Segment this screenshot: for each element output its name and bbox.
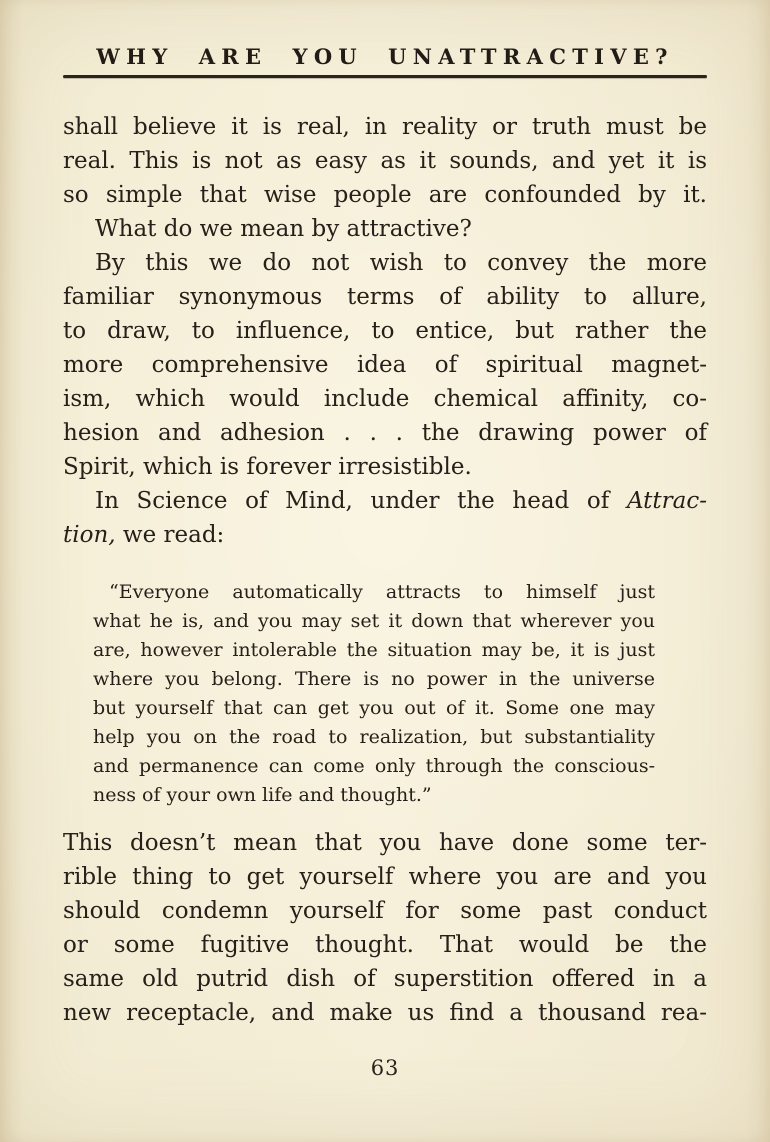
text-line: but yourself that can get you out of it. Some one may — [93, 697, 655, 719]
text-line: hesion and adhesion . . . the drawing power of — [63, 420, 707, 446]
text-line: rible thing to get yourself where you are and you — [63, 864, 707, 890]
paragraph — [63, 826, 707, 1030]
paragraph — [63, 484, 707, 552]
running-head-title: WHY ARE YOU UNATTRACTIVE? — [96, 44, 674, 69]
paragraph — [63, 212, 707, 246]
blockquote — [93, 578, 655, 810]
text-line: shall believe it is real, in reality or truth must be — [63, 114, 707, 140]
paragraph — [63, 110, 707, 212]
paragraph — [63, 246, 707, 484]
text-line: new receptacle, and make us find a thousand rea- — [63, 1000, 707, 1026]
text-line: help you on the road to realization, but substantiality — [93, 726, 655, 748]
text-line: where you belong. There is no power in the universe — [93, 668, 655, 690]
text-line: This doesn’t mean that you have done some ter- — [63, 830, 707, 856]
text-line: to draw, to influence, to entice, but rather the — [63, 318, 707, 344]
text-line: should condemn yourself for some past conduct — [63, 898, 707, 924]
text-line: familiar synonymous terms of ability to allure, — [63, 284, 707, 310]
header-rule — [63, 75, 707, 78]
text-line: or some fugitive thought. That would be the — [63, 932, 707, 958]
text-line: ism, which would include chemical affinity, co- — [63, 386, 707, 412]
text-line: “Everyone automatically attracts to himself just — [109, 581, 655, 603]
text-line: Spirit, which is forever irresistible. — [63, 454, 472, 480]
text-line: real. This is not as easy as it sounds, and yet it is — [63, 148, 707, 174]
text-line: same old putrid dish of superstition offered in a — [63, 966, 707, 992]
text-line: more comprehensive idea of spiritual magnet- — [63, 352, 707, 378]
text-line: what he is, and you may set it down that wherever you — [93, 610, 655, 632]
text-line: By this we do not wish to convey the more — [95, 250, 707, 276]
text-line: ness of your own life and thought.” — [93, 784, 432, 806]
text-line: are, however intolerable the situation may be, it is just — [93, 639, 655, 661]
body-text — [63, 110, 707, 1030]
text-line: What do we mean by attractive? — [95, 216, 472, 242]
page-number: 63 — [370, 1056, 400, 1080]
text-line: and permanence can come only through the conscious- — [93, 755, 655, 777]
text-line: tion, we read: — [63, 522, 225, 548]
text-line: so simple that wise people are confounded by it. — [63, 182, 707, 208]
text-line: In Science of Mind, under the head of Attrac- — [95, 488, 707, 514]
